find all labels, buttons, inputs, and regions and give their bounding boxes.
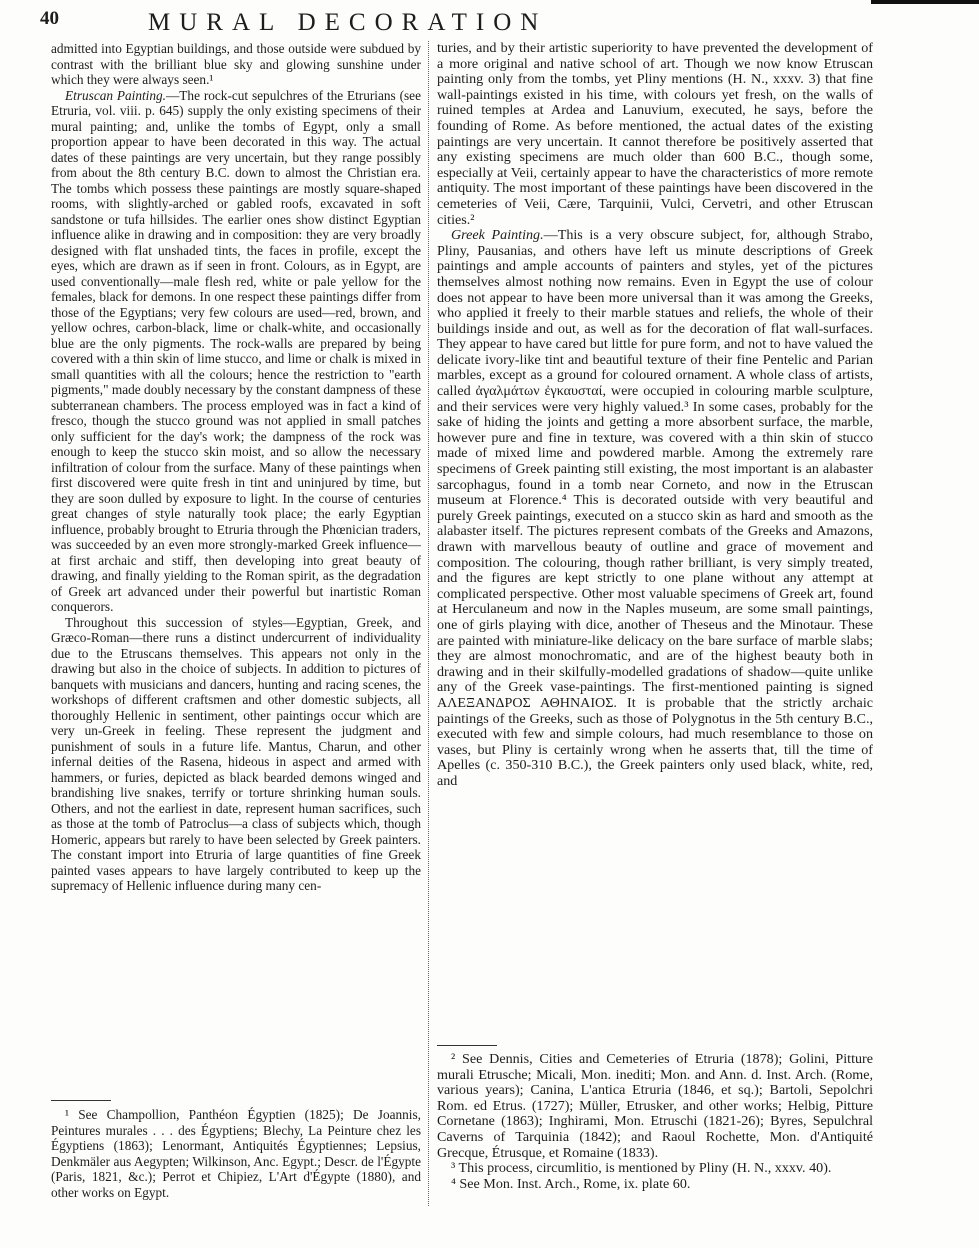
- paragraph: [437, 41, 873, 228]
- scan-edge-mark: [871, 0, 979, 4]
- paragraph: [51, 615, 421, 894]
- footnote: ¹ See Champollion, Panthéon Égyptien (1825); De Joannis, Peintures murales . . . des Égyptiens; Blechy, La Peinture chez les Égyptiens (1863); Lenormant, Antiquités Égyptiennes; Lepsius, Denkmäler aus Aegypten; Wilkinson, Anc. Egypt.; Descr. de l'Égypte (Paris, 1821, &c.); Perrot et Chipiez, L'Art d'Égypte (1880), and other works on Egypt.: [51, 1107, 421, 1200]
- left-column-text: [51, 41, 421, 1086]
- paragraph: [51, 41, 421, 88]
- paragraph-text: turies, and by their artistic superiority to have prevented the development of a more original and native school of art. Though we now know Etruscan painting only from the tombs, yet Pliny mentions (H. N., xxxv. 3) that fine wall-paintings existed in his time, with colours yet fresh, on the walls of ruined temples at Ardea and Lanuvium, executed, he says, before the founding of Rome. As before mentioned, the actual dates of the existing paintings are very uncertain. It cannot therefore be positively asserted that any existing specimens are much older than 600 B.C., though some, especially at Veii, certainly appear to have the characteristics of more remote antiquity. The most important of these paintings have been discovered in the cemeteries of Veii, Cære, Tarquinii, Vulci, Cervetri, and other Etruscan cities.²: [437, 41, 873, 228]
- paragraph-text: admitted into Egyptian buildings, and those outside were subdued by contrast with the brilliant blue sky and glowing sunshine under which they were always seen.¹: [51, 41, 421, 87]
- footnote-rule: [51, 1100, 111, 1101]
- paragraph: [51, 88, 421, 615]
- right-column-text: [437, 41, 873, 1031]
- footnote: ⁴ See Mon. Inst. Arch., Rome, ix. plate 60.: [451, 1175, 691, 1192]
- footnote: ³ This process, circumlitio, is mentioned by Pliny (H. N., xxxv. 40).: [451, 1160, 832, 1177]
- page-number: 40: [40, 8, 59, 29]
- paragraph-text: Throughout this succession of styles—Egyptian, Greek, and Græco-Roman—there runs a distinct undercurrent of individuality due to the Etruscans themselves. This appears not only in the drawing but also in the choice of subjects. In addition to pictures of banquets with musicians and dancers, hunting and racing scenes, the workshops of different craftsmen and other domestic subjects, all thoroughly Hellenic in sentiment, other paintings occur which are very un-Greek in feeling. These represent the judgment and punishment of souls in a future life. Mantus, Charun, and other infernal deities of the Rasena, hideous in aspect and armed with hammers, or furies, depicted as black bearded demons winged and brandishing live snakes, terrify or torture shrinking human souls. Others, and not the earliest in date, represent human sacrifices, such as those at the tomb of Patroclus—a class of subjects which, though Homeric, appears but rarely to have been selected by Greek painters. The constant import into Etruria of large quantities of fine Greek painted vases appears to have largely contributed to keep up the supremacy of Hellenic influence during many cen-: [51, 614, 421, 893]
- paragraph-text: —This is a very obscure subject, for, although Strabo, Pliny, Pausanias, and others have left us minute descriptions of Greek paintings and ample accounts of painters and styles, yet of the pictures themselves almost nothing now remains. Even in Egypt the use of colour does not appear to have been more universal than it was among the Greeks, who applied it freely to their marble statues and reliefs, the whole of their buildings inside and out, as well as for the decoration of flat wall-surfaces. They appear to have cared but little for pure form, and not to have valued the delicate ivory-like tint and beautiful texture of their fine Pentelic and Parian marbles, except as a ground for coloured ornament. A whole class of artists, called ἀγαλμάτων ἐγκαυσταί, were occupied in colouring marble sculpture, and their services were very highly valued.³ In some cases, probably for the sake of hiding the joints and getting a more absorbent surface, the marble, however pure and fine in texture, was covered with a thin skin of stucco made of mixed lime and powdered marble. Among the extremely rare specimens of Greek painting still existing, the most important is an alabaster sarcophagus, found in a tomb near Corneto, and now in the Etruscan museum at Florence.⁴ This is decorated outside with very beautiful and purely Greek paintings, executed on a stucco skin as hard and smooth as the alabaster itself. The pictures represent combats of the Greeks and Amazons, drawn with marvellous beauty of outline and grace of movement and composition. The colouring, though rather brilliant, is very simply treated, and the figures are kept strictly to one plane without any attempt at complicated perspective. Other most valuable specimens of Greek art, found at Herculaneum and now in the Naples museum, are some small paintings, one of girls playing with dice, another of Theseus and the Minotaur. These are painted with miniature-like delicacy on the bare surface of marble slabs; they are almost monochromatic, and are of the highest beauty both in drawing and in their skilfully-modelled gradations of shadow—quite unlike any of the Greek vase-paintings. The first-mentioned painting is signed ΑΛΕΞΑΝΔΡΟΣ ΑΘΗΝΑΙΟΣ. It is probable that the strictly archaic paintings of the Greeks, such as those of Polygnotus in the 5th century B.C., executed with few and simple colours, had much resemblance to those on vases, but Pliny is certainly wrong when he asserts that, till the time of Apelles (c. 350-310 B.C.), the Greek painters only used black, white, red, and: [437, 227, 873, 789]
- footnote: ² See Dennis, Cities and Cemeteries of Etruria (1878); Golini, Pitture murali Etrusche; Micali, Mon. inediti; Mon. and Ann. d. Inst. Arch. (Rome, various years); Canina, L'antica Etruria (1846, et sq.); Bartoli, Sepolchri Rom. ed Etrus. (1727); Müller, Etrusker, and other works; Helbig, Pitture Cornetane (1863); Inghirami, Mon. Etruschi (1821-26); Byres, Sepulchral Caverns of Tarquinia (1842); and Raoul Rochette, Mon. d'Antiquité Grecque, Étrusque, et Romaine (1833).: [437, 1051, 873, 1161]
- section-subhead-etruscan-painting: Etruscan Painting.: [65, 87, 166, 103]
- section-subhead-greek-painting: Greek Painting.: [451, 227, 544, 244]
- running-title: MURAL DECORATION: [148, 9, 548, 36]
- paragraph: [437, 228, 873, 789]
- column-divider: [428, 41, 429, 1206]
- footnote-rule: [437, 1045, 497, 1046]
- right-column: [437, 41, 873, 1192]
- paragraph-text: —The rock-cut sepulchres of the Etrurians (see Etruria, vol. viii. p. 645) supply the only existing specimens of their mural painting; and, unlike the tombs of Egypt, only a small proportion appear to have been decorated in this way. The actual dates of these paintings are very uncertain, but they range possibly from about the 8th century B.C. down to almost the Christian era. The tombs which possess these paintings are mostly square-shaped rooms, with slightly-arched or gabled roofs, excavated in soft sandstone or tufa hillsides. The earlier ones show distinct Egyptian influence alike in drawing and in composition: they are very broadly designed with flat unshaded tints, the faces in profile, except the eyes, which are drawn as if seen in front. Colours, as in Egypt, are used conventionally—male flesh red, white or pale yellow for the females, black for demons. In one respect these paintings differ from those of the Egyptians; very few colours are used—red, brown, and yellow ochres, carbon-black, lime or chalk-white, and occasionally blue are the only pigments. The rock-walls are prepared by being covered with a thin skin of lime stucco, and lime or chalk is mixed in small quantities with all the colours; hence the restriction to "earth pigments," made doubly necessary by the constant dampness of these subterranean chambers. The process employed was in fact a kind of fresco, though the stucco ground was not applied in small patches only sufficient for the day's work; the dampness of the rock was enough to keep the stucco skin moist, and so allow the necessary infiltration of colour from the surface. Many of these paintings when first discovered were quite fresh in tint and uninjured by time, but they are soon dulled by exposure to light. In the course of centuries great changes of style naturally took place; the early Egyptian influence, probably brought to Etruria through the Phœnician traders, was succeeded by an even more strongly-marked Greek influence—at first archaic and stiff, then developing into great beauty of drawing, and finally yielding to the Roman spirit, as the degradation of Greek art advanced under their powerful but inartistic Roman conquerors.: [51, 87, 421, 614]
- left-column: [51, 41, 421, 1200]
